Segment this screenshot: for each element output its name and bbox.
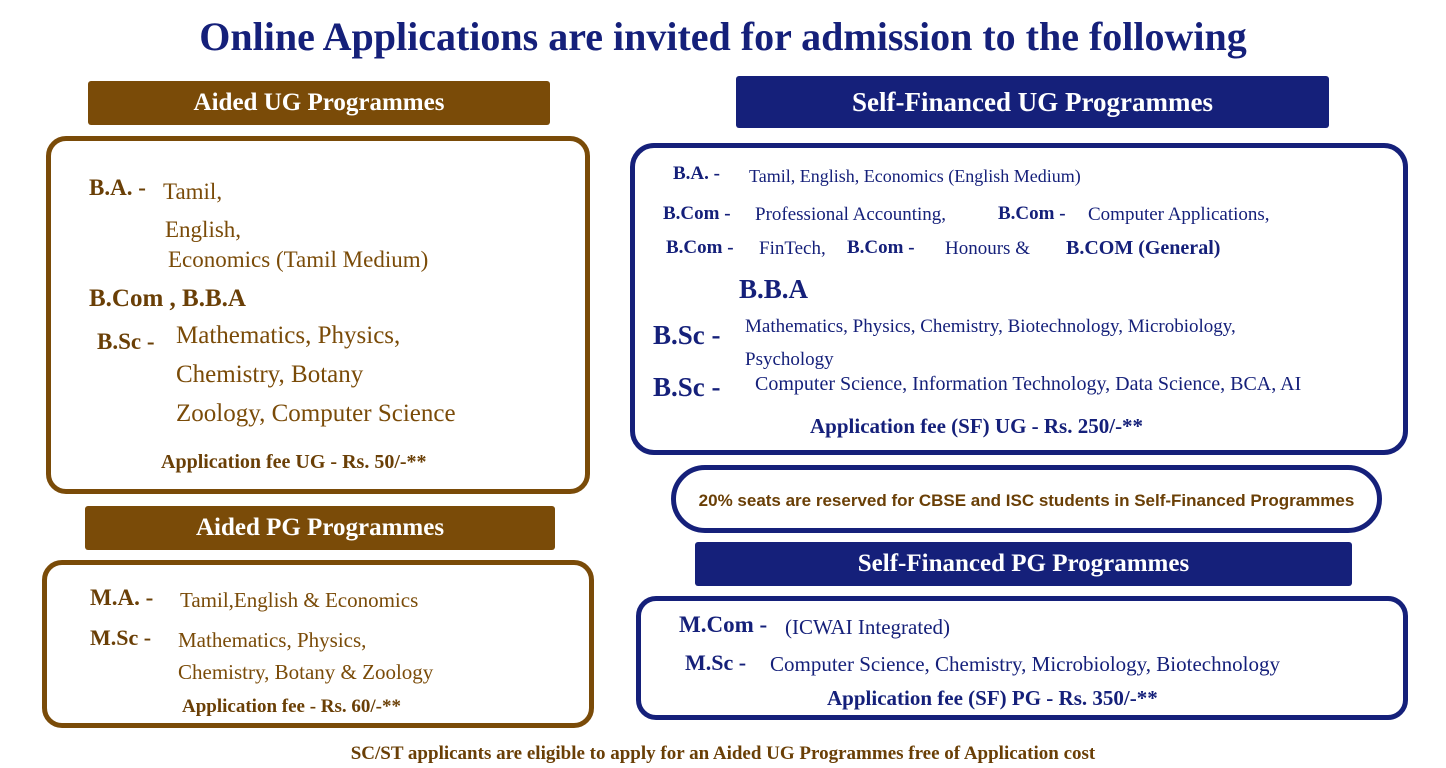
- aided-ug-header: Aided UG Programmes: [88, 81, 550, 125]
- sf-pg-header: Self-Financed PG Programmes: [695, 542, 1352, 586]
- sf-bcom-label-2: B.Com -: [998, 203, 1066, 224]
- sf-ug-box: [630, 143, 1408, 455]
- sf-bsc-label-2: B.Sc -: [653, 372, 721, 402]
- sf-bsc-label-1: B.Sc -: [653, 320, 721, 350]
- ba-item-tamil: Tamil,: [163, 179, 223, 204]
- aided-pg-box: [42, 560, 594, 728]
- sf-bcom-label-3: B.Com -: [666, 237, 734, 258]
- reserved-note: 20% seats are reserved for CBSE and ISC students in Self-Financed Programmes: [698, 491, 1355, 510]
- ma-label: M.A. -: [90, 585, 154, 610]
- aided-pg-fee: Application fee - Rs. 60/-**: [182, 696, 402, 717]
- sf-bcom-label-4: B.Com -: [847, 237, 915, 258]
- sf-msc-label: M.Sc -: [685, 650, 747, 675]
- sf-bsc-text-2: Computer Science, Information Technology, Data Science, BCA, AI: [755, 373, 1302, 395]
- sf-ba-text: Tamil, English, Economics (English Medium): [749, 166, 1081, 186]
- bsc-label: B.Sc -: [97, 329, 155, 354]
- sf-ug-header: Self-Financed UG Programmes: [736, 76, 1329, 128]
- sf-bsc-line-2: Psychology: [745, 349, 834, 370]
- sf-bsc-line-1: Mathematics, Physics, Chemistry, Biotechnology, Microbiology,: [745, 316, 1236, 337]
- sf-bba-label: B.B.A: [739, 274, 809, 304]
- msc-line-2: Chemistry, Botany & Zoology: [178, 660, 434, 684]
- reserved-note-pill: [671, 465, 1382, 533]
- sf-pg-box: [636, 596, 1408, 720]
- sf-msc-text: Computer Science, Chemistry, Microbiology, Biotechnology: [770, 652, 1280, 676]
- ba-label: B.A. -: [89, 175, 146, 200]
- sf-bcom-general: B.COM (General): [1066, 237, 1221, 259]
- aided-pg-header: Aided PG Programmes: [85, 506, 555, 550]
- aided-ug-box: [46, 136, 590, 494]
- sf-bcom-text-3: FinTech,: [759, 238, 826, 259]
- mcom-text: (ICWAI Integrated): [785, 615, 951, 639]
- bsc-line-2: Chemistry, Botany: [176, 361, 364, 388]
- sf-bcom-label-1: B.Com -: [663, 203, 731, 224]
- sf-bcom-text-4: Honours &: [945, 238, 1030, 259]
- msc-label: M.Sc -: [90, 625, 152, 650]
- sf-ba-label: B.A. -: [673, 163, 720, 184]
- bsc-line-1: Mathematics, Physics,: [176, 322, 401, 349]
- aided-ug-fee: Application fee UG - Rs. 50/-**: [161, 451, 427, 473]
- ma-text: Tamil,English & Economics: [180, 588, 419, 612]
- ba-item-english: English,: [165, 217, 242, 242]
- sf-bcom-text-2: Computer Applications,: [1088, 204, 1270, 225]
- sf-bcom-text-1: Professional Accounting,: [755, 204, 947, 225]
- mcom-label: M.Com -: [679, 612, 768, 637]
- ba-item-economics: Economics (Tamil Medium): [168, 247, 429, 272]
- msc-line-1: Mathematics, Physics,: [178, 628, 367, 652]
- bcom-bba-label: B.Com , B.B.A: [89, 285, 246, 312]
- page-title: Online Applications are invited for admission to the following: [199, 14, 1247, 59]
- sf-pg-fee: Application fee (SF) PG - Rs. 350/-**: [827, 686, 1158, 710]
- bsc-line-3: Zoology, Computer Science: [176, 400, 456, 427]
- sf-ug-fee: Application fee (SF) UG - Rs. 250/-**: [810, 414, 1144, 438]
- footer-note: SC/ST applicants are eligible to apply for an Aided UG Programmes free of Application cost: [350, 743, 1096, 764]
